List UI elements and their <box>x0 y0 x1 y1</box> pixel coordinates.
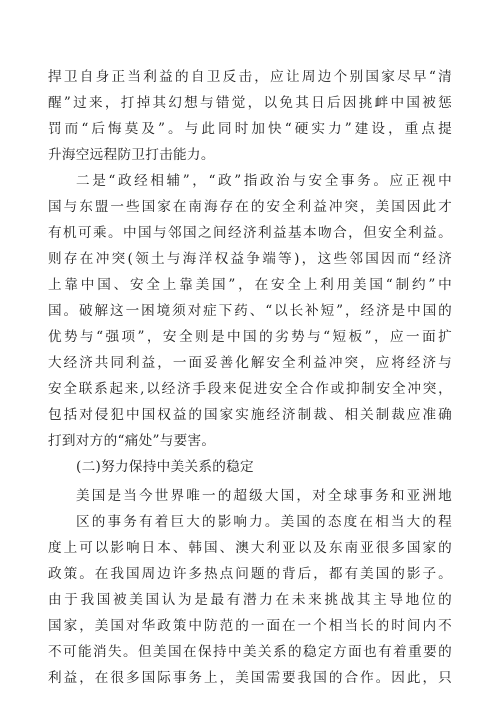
paragraph-2-line-7: 优势与“强项”，安全则是中国的劣势与“短板”，应一面扩 <box>48 329 452 345</box>
paragraph-1-line-4: 升海空远程防卫打击能力。 <box>48 147 215 163</box>
paragraph-2-line-5: 上靠中国、安全上靠美国”，在安全上利用美国“制约”中 <box>48 277 452 293</box>
paragraph-3-line-8: 利益，在很多国际事务上，美国需要我国的合作。因此，只 <box>48 670 452 686</box>
paragraph-2-line-2: 国与东盟一些国家在南海存在的安全利益冲突，美国因此才 <box>48 199 452 215</box>
paragraph-3-line-2: 区的事务有着巨大的影响力。美国的态度在相当大的程 <box>76 514 452 530</box>
paragraph-2-line-8: 大经济共同利益，一面妥善化解安全利益冲突，应将经济与 <box>48 355 452 371</box>
paragraph-2-line-10: 包括对侵犯中国权益的国家实施经济制裁、相关制裁应准确 <box>48 407 452 423</box>
paragraph-1-line-2: 醒”过来，打掉其幻想与错觉，以免其日后因挑衅中国被惩 <box>48 95 452 111</box>
paragraph-2-line-1: 二是“政经相辅”，“政”指政治与安全事务。应正视中 <box>76 173 452 189</box>
paragraph-2-line-9: 安全联系起来,以经济手段来促进安全合作或抑制安全冲突， <box>48 381 452 397</box>
paragraph-3-line-5: 由于我国被美国认为是最有潜力在未来挑战其主导地位的 <box>48 592 452 608</box>
paragraph-1-line-3: 罚而“后悔莫及”。与此同时加快“硬实力”建设，重点提 <box>48 121 452 137</box>
paragraph-2-line-4: 则存在冲突(领土与海洋权益争端等)，这些邻国因而“经济 <box>48 251 452 267</box>
paragraph-3-line-3: 度上可以影响日本、韩国、澳大利亚以及东南亚很多国家的 <box>48 540 452 556</box>
section-heading: (二)努力保持中美关系的稳定 <box>76 459 254 475</box>
paragraph-3-line-7: 不可能消失。但美国在保持中美关系的稳定方面也有着重要的 <box>48 644 452 660</box>
paragraph-2-line-11: 打到对方的“痛处”与要害。 <box>48 433 216 449</box>
paragraph-2-line-6: 国。破解这一困境须对症下药、“以长补短”，经济是中国的 <box>48 303 452 319</box>
paragraph-3-line-6: 国家，美国对华政策中防范的一面在一个相当长的时间内不 <box>48 618 452 634</box>
paragraph-1-line-1: 捍卫自身正当利益的自卫反击，应让周边个别国家尽早“清 <box>48 69 452 85</box>
paragraph-3-line-1: 美国是当今世界唯一的超级大国，对全球事务和亚洲地 <box>76 488 452 504</box>
paragraph-2-line-3: 有机可乘。中国与邻国之间经济利益基本吻合，但安全利益。 <box>48 225 452 241</box>
paragraph-3-line-4: 政策。在我国周边许多热点问题的背后，都有美国的影子。 <box>48 566 452 582</box>
